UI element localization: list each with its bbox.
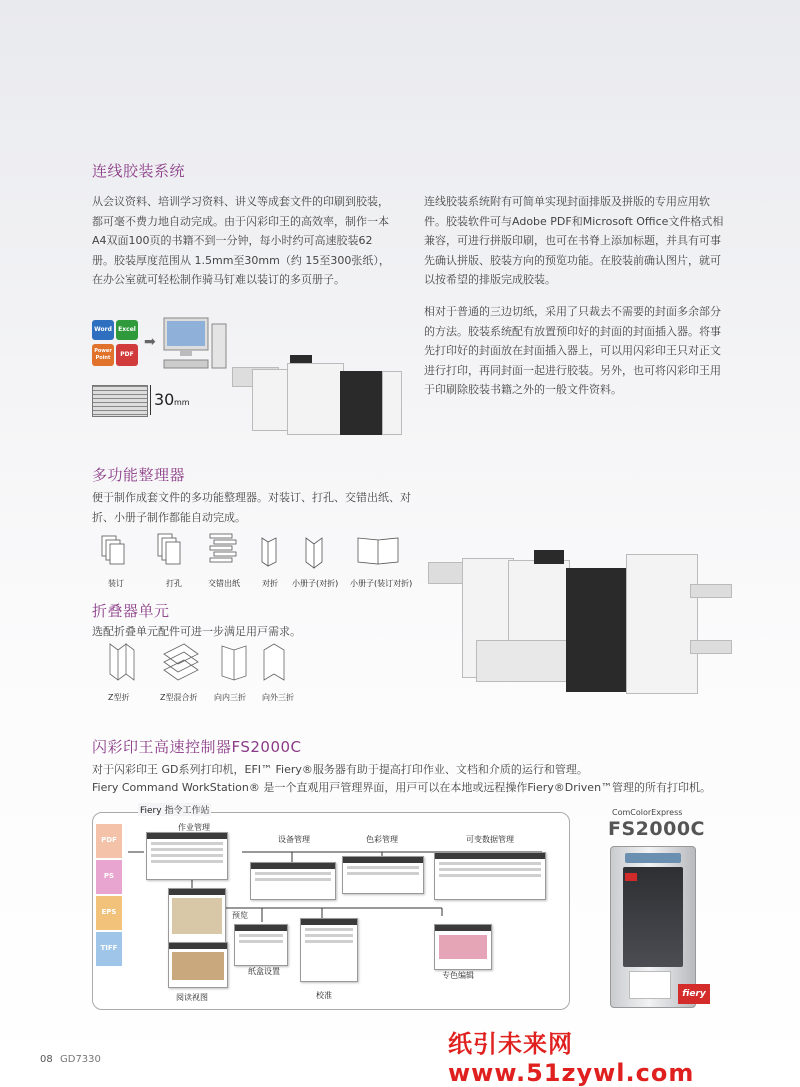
node-label-color: 色彩管理	[366, 835, 398, 844]
controller-line-2: Fiery Command WorkStation® 是一个直观用戸管理界面，用戸可以在本地或远程操作Fiery®Driven™管理的所有打印机。	[92, 781, 712, 794]
color-management-screen	[342, 856, 424, 894]
thickness-unit: mm	[174, 398, 190, 407]
node-label-tray: 纸盒设置	[248, 967, 280, 976]
watermark-text: 纸引未来网 www.51zywl.com	[448, 1030, 695, 1087]
thickness-marker	[150, 385, 151, 415]
finisher-label-staple: 装订	[108, 579, 124, 588]
folder-text: 选配折叠单元配件可进一步满足用戸需求。	[92, 625, 301, 638]
calibration-screen	[300, 918, 358, 982]
binding-left-text: 从会议资料、培训学习资料、讲义等成套文件的印刷到胶装，都可毫不费力地自动完成。由于闪彩印王的高效率，制作一本A4双面100页的书籍不到一分钟，每小时约可高速胶装62册。胶装厚度范围从 1.5mm至30mm（约 15至300张纸），在办公室就可轻松制作骑马钉难以装订的多页册子。	[92, 195, 390, 287]
fold-label-z-mixed: Z型混合折	[160, 693, 198, 702]
ps-doc-icon: PS	[96, 860, 122, 894]
binding-right-text-1: 连线胶装系统附有可简单实现封面排版及拼版的专用应用软件。胶装软件可与Adobe PDF和Microsoft Office文件格式相兼容，可进行拼版印刷，也可在书脊上添加标题，并具有可事先确认拼版、胶装方向的预览功能。在胶装前确认图片，就可以按希望的排版完成胶装。	[424, 195, 724, 287]
node-label-vdp: 可变数据管理	[466, 835, 514, 844]
section-title-folder: 折叠器单元	[92, 602, 170, 620]
arrow-right-icon: ➡	[144, 334, 156, 350]
paper-stack-illustration	[92, 385, 148, 415]
section-title-controller: 闪彩印王高速控制器FS2000C	[92, 738, 302, 756]
pdf-doc-icon: PDF	[96, 824, 122, 858]
finisher-printer-illustration	[428, 540, 738, 700]
binding-printer-illustration	[232, 355, 402, 440]
node-label-spot: 专色编辑	[442, 971, 474, 980]
fiery-logo: fiery	[678, 984, 710, 1004]
thickness-value: 30	[154, 390, 175, 409]
tiff-doc-icon: TIFF	[96, 932, 122, 966]
tray-settings-screen	[234, 924, 288, 966]
fold-label-z: Z型折	[108, 693, 130, 702]
job-management-screen	[146, 832, 228, 880]
word-icon: Word	[92, 320, 114, 340]
diagram-title: Fiery 指令工作站	[138, 803, 211, 816]
model-label: GD7330	[60, 1054, 101, 1065]
variable-data-screen	[434, 852, 546, 900]
section-title-binding: 连线胶装系统	[92, 162, 186, 180]
node-label-reader: 阅读视图	[176, 993, 208, 1002]
computer-illustration	[160, 316, 230, 372]
fold-label-inner-tri: 向内三折	[214, 693, 246, 702]
finisher-label-fold: 对折	[262, 579, 278, 588]
product-name-label: FS2000C	[608, 818, 705, 840]
powerpoint-icon: Power Point	[92, 344, 114, 366]
pdf-icon: PDF	[116, 344, 138, 366]
section-title-finisher: 多功能整理器	[92, 466, 186, 484]
finisher-text: 便于制作成套文件的多功能整理器。对装订、打孔、交错出纸、对折、小册子制作都能自动完成。	[92, 491, 411, 524]
binding-right-text-2: 相对于普通的三边切纸，采用了只裁去不需要的封面多余部分的方法。胶装系统配有放置预印好的封面的封面插入器。将事先打印好的封面放在封面插入器上，可以用闪彩印王只对正文进行打印，再同封面一起进行胶装。另外，也可将闪彩印王用于印刷除胶装书籍之外的一般文件资料。	[424, 305, 721, 397]
eps-doc-icon: EPS	[96, 896, 122, 930]
finisher-icons-illustrations	[96, 532, 416, 572]
finisher-label-booklet: 小册子(对折)	[292, 579, 339, 588]
reader-view-screen	[168, 942, 228, 988]
node-label-calib: 校准	[316, 991, 332, 1000]
spot-color-screen	[434, 924, 492, 970]
fold-label-outer-tri: 向外三折	[262, 693, 294, 702]
finisher-label-punch: 打孔	[166, 579, 182, 588]
node-label-preview: 预览	[232, 911, 248, 920]
app-icons-group	[92, 320, 140, 368]
product-series-label: ComColorExpress	[612, 808, 683, 817]
preview-screen	[168, 888, 226, 944]
node-label-device: 设备管理	[278, 835, 310, 844]
controller-line-1: 对于闪彩印王 GD系列打印机，EFI™ Fiery®服务器有助于提高打印作业、文档和介质的运行和管理。	[92, 763, 588, 776]
fold-types-illustrations	[104, 640, 304, 688]
page-number: 08	[40, 1054, 53, 1065]
finisher-label-booklet-staple: 小册子(装订对折)	[350, 579, 413, 588]
node-label-job: 作业管理	[178, 823, 210, 832]
excel-icon: Excel	[116, 320, 138, 340]
finisher-label-offset: 交错出纸	[208, 579, 240, 588]
device-management-screen	[250, 862, 336, 900]
